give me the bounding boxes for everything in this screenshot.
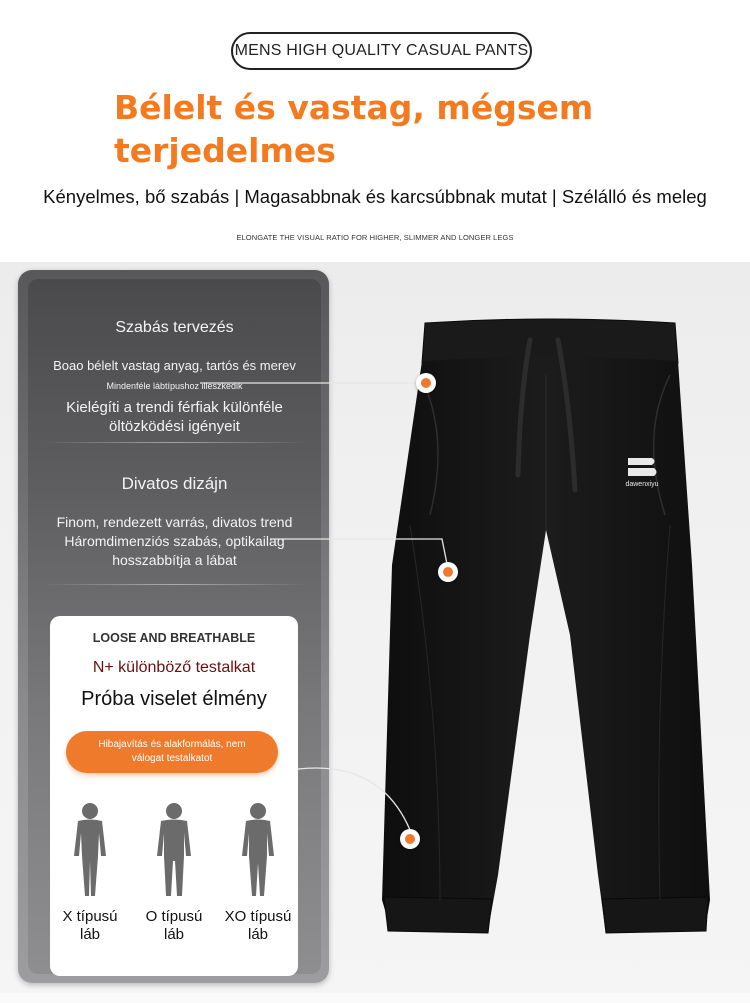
card-body-types: N+ különböző testalkat bbox=[92, 659, 256, 676]
fig-label-o-line2: láb bbox=[163, 926, 185, 943]
bottom-strip bbox=[0, 993, 750, 1003]
section-divider bbox=[40, 442, 308, 443]
fig-label-o bbox=[134, 908, 214, 944]
section2-line2: Háromdimenziós szabás, optikailag bbox=[64, 533, 285, 549]
feature-subline: Kényelmes, bő szabás | Magasabbnak és karcsúbbnak mutat | Szélálló és meleg bbox=[43, 186, 707, 207]
fig-label-x bbox=[50, 908, 130, 944]
section-title-fit: Szabás tervezés bbox=[115, 319, 234, 336]
pants-image bbox=[370, 315, 720, 945]
fig-label-o-line1: O típusú bbox=[145, 908, 203, 925]
fig-label-x-line2: láb bbox=[79, 926, 101, 943]
hotspot-dot-icon[interactable] bbox=[438, 562, 458, 582]
fig-label-xo-line2: láb bbox=[247, 926, 269, 943]
card-tryon-title: Próba viselet élmény bbox=[81, 688, 267, 710]
body-type-card bbox=[50, 616, 298, 976]
section2-line1: Finom, rendezett varrás, divatos trend bbox=[56, 514, 293, 530]
body-silhouette-icon bbox=[228, 801, 288, 901]
fix-shape-button bbox=[66, 731, 278, 773]
card-en-title: LOOSE AND BREATHABLE bbox=[92, 631, 256, 645]
header bbox=[0, 0, 750, 262]
section1-line3: öltözködési igényeit bbox=[109, 418, 240, 435]
english-tagline: ELONGATE THE VISUAL RATIO FOR HIGHER, SLIMMER AND LONGER LEGS bbox=[236, 233, 514, 242]
section2-line3: hosszabbítja a lábat bbox=[112, 552, 237, 568]
fig-label-xo-line1: XO típusú bbox=[224, 908, 292, 925]
headline: Bélelt és vastag, mégsem terjedelmes bbox=[114, 88, 594, 170]
brand-logo-text: dawenxiyu bbox=[625, 481, 659, 488]
body-silhouette-icon bbox=[60, 801, 120, 901]
hotspot-dot-icon[interactable] bbox=[416, 373, 436, 393]
fix-shape-button-line2: válogat testalkatot bbox=[131, 753, 213, 764]
fig-label-x-line1: X típusú bbox=[62, 908, 118, 925]
section-title-design: Divatos dizájn bbox=[121, 474, 228, 493]
hotspot-dot-icon[interactable] bbox=[400, 829, 420, 849]
section1-small: Mindenféle lábtípushoz illeszkedik bbox=[106, 381, 243, 391]
section-divider bbox=[40, 584, 308, 585]
section1-line1: Boao bélelt vastag anyag, tartós és merev bbox=[53, 358, 296, 373]
body-silhouette-icon bbox=[144, 801, 204, 901]
section1-line2: Kielégíti a trendi férfiak különféle bbox=[66, 399, 283, 416]
category-pill bbox=[231, 32, 532, 70]
category-pill-label: MENS HIGH QUALITY CASUAL PANTS bbox=[234, 42, 529, 59]
fig-label-xo bbox=[218, 908, 298, 944]
fix-shape-button-line1: Hibajavítás és alakformálás, nem bbox=[98, 739, 246, 750]
